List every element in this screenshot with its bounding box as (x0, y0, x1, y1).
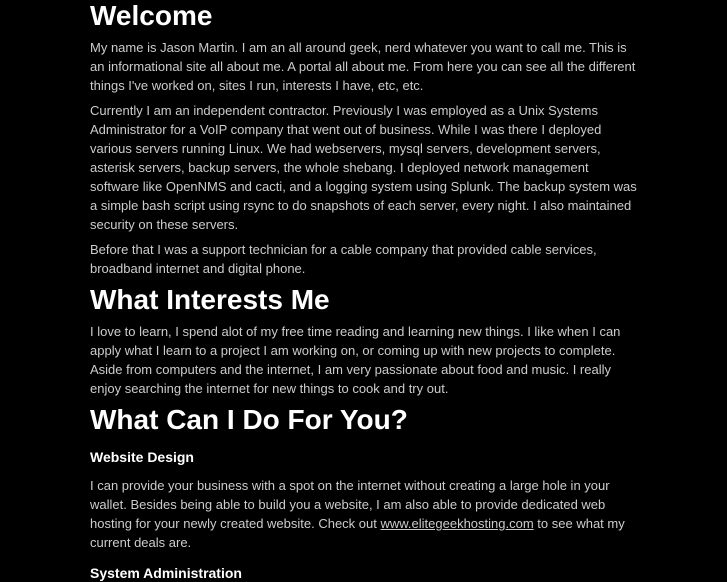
work-history-paragraph: Currently I am an independent contractor. Previously I was employed as a Unix Systems Administrator for a VoIP company that went out of business. While I was there I deployed various servers running Linux. We had webservers, mysql servers, development servers, asterisk servers, backup servers, the whole shebang. I deployed network management software like OpenNMS and cacti, and a logging system using Splunk. The backup system was a simple bash script using rsync to do snapshots of each server, every night. I also maintained security on these servers. (90, 103, 637, 232)
main-content (90, 0, 637, 582)
website-design-text-before-link: I can provide your business with a spot on the internet without creating a large hole in your wallet. Besides being able to build you a website, I am also able to provide dedicated web hosting for your newly created website. Check out (90, 478, 610, 531)
welcome-heading: Welcome (90, 0, 213, 31)
website-design-text-after-link: to see what my current deals are. (90, 516, 625, 550)
website-design-paragraph (90, 476, 637, 552)
services-heading: What Can I Do For You? (90, 404, 408, 435)
interests-heading: What Interests Me (90, 284, 330, 315)
interests-paragraph: I love to learn, I spend alot of my free time reading and learning new things. I like when I can apply what I learn to a project I am working on, or coming up with new projects to complete. Aside from computers and the internet, I am very passionate about food and music. I really enjoy searching the internet for new things to cook and try out. (90, 324, 621, 396)
elitegeekhosting-link[interactable]: www.elitegeekhosting.com (380, 516, 534, 531)
website-design-heading: Website Design (90, 449, 194, 465)
intro-paragraph: My name is Jason Martin. I am an all around geek, nerd whatever you want to call me. This is an informational site all about me. A portal all about me. From here you can see all the different things I've worked on, sites I run, interests I have, etc, etc. (90, 40, 636, 93)
previous-job-paragraph: Before that I was a support technician for a cable company that provided cable services, broadband internet and digital phone. (90, 242, 597, 276)
system-administration-heading: System Administration (90, 565, 242, 581)
